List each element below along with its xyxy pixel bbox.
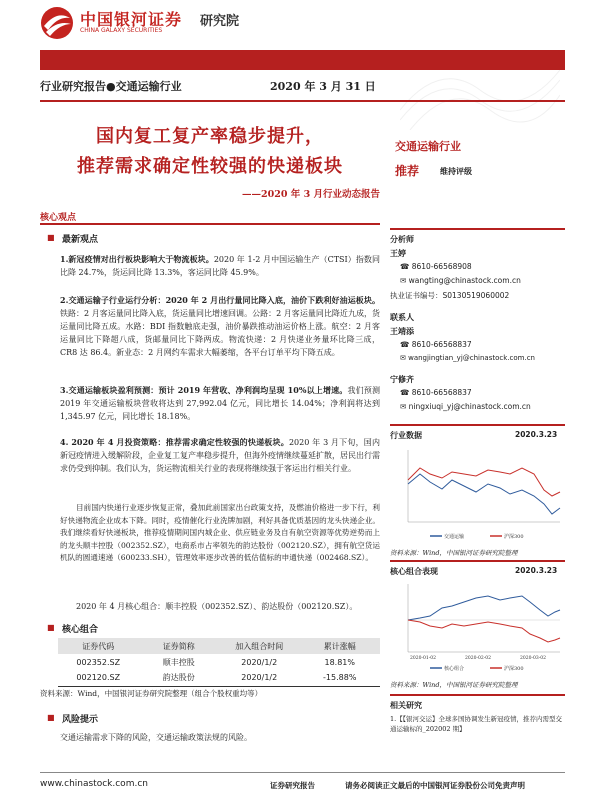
para-5-text: 目前国内快递行业逐步恢复正常，叠加此前国家出台政策支持，及燃油价格进一步下行，利好快递物流企业成本下降。同时，疫情催化行业洗牌加剧，利好具备优质基因的龙头快递企业。我们继续看好快递板块，推荐疫情期间国内城企业、供应链业务及自有航空资源等优势逆势而上的龙头顺丰控股（002352.SZ），电商系市占率领先的韵达股份（002120.SZ），拥有航空货运机队的圆通速递（600233.SH），管理效率逐步改善的低估值标的申通快递（002468.SZ）。 xyxy=(60,503,380,562)
mail-icon: ✉ xyxy=(400,354,409,362)
cell: 2020/1/2 xyxy=(241,673,278,683)
subtitle: ——2020 年 3 月行业动态报告 xyxy=(242,189,380,200)
email-value[interactable]: wangting@chinastock.com.cn xyxy=(408,276,521,285)
phone-icon: ☎ xyxy=(400,340,412,349)
legend-1: 核心组合 xyxy=(444,666,465,672)
series-hs300-line xyxy=(408,620,560,642)
title-line-2: 推荐需求确定性较强的快递板块 xyxy=(77,156,343,177)
para-4-bold: 4. 2020 年 4 月投资策略：推荐需求确定性较强的快递板块。 xyxy=(60,437,289,447)
th-return: 累计涨幅 xyxy=(323,641,356,651)
portfolio-label: 核心组合 xyxy=(62,625,99,635)
mail-icon: ✉ xyxy=(400,402,409,411)
cell: -15.88% xyxy=(323,673,357,683)
table-row xyxy=(58,670,380,686)
header-rule xyxy=(40,100,565,102)
portfolio-rule xyxy=(390,560,565,562)
contact-1-email xyxy=(400,354,535,362)
legend-1: 交通运输 xyxy=(444,534,465,540)
logo-institute: 研究院 xyxy=(200,14,240,29)
para-5 xyxy=(60,502,380,565)
rating: 推荐 xyxy=(395,164,420,178)
portfolio-heading: 核心组合表现 xyxy=(390,566,438,576)
related-rule xyxy=(390,694,565,696)
cell: 韵达股份 xyxy=(162,673,195,683)
phone-icon: ☎ xyxy=(400,262,412,271)
x-tick: 2020-01-02 xyxy=(410,656,436,661)
para-3-text: 我们预测 2019 年交通运输板块营收将达到 27,992.04 亿元，同比增长 14.04%；净利润将达到 1,345.97 亿元，同比增长 18.18%。 xyxy=(60,386,380,421)
phone-value: 8610-66568837 xyxy=(411,340,472,349)
x-tick: 2020-03-02 xyxy=(520,656,546,661)
contact-2-phone xyxy=(400,388,472,397)
th-date: 加入组合时间 xyxy=(235,641,284,651)
para-1-bold: 1.新冠疫情对出行板块影响大于物流板块。 xyxy=(60,254,214,264)
cell: 002352.SZ xyxy=(76,657,121,667)
para-2-text: 铁路：2 月客运量同比降入底，货运量同比增速回调。公路：2 月客运量同比降近九成，货运量同比降五成。水路：BDI 指数触底走强，油价暴跌推动油运价格上涨。航空：2 月客运量同比下降超八成，货邮量同比下降两成。物流快递：2 月快递业务量环比降三成，CR8 达 86.4。新业态：2 月网约车需求大幅萎缩，各平台订单平均下降五成。 xyxy=(60,309,380,357)
bullet-icon: ■ xyxy=(47,623,55,632)
table-row xyxy=(58,654,380,670)
legend-2: 沪深300 xyxy=(504,534,524,540)
analyst-phone xyxy=(400,262,472,271)
footer-disclaimer: 请务必阅读正文最后的中国银河证券股份公司免责声明 xyxy=(345,781,525,790)
cell: 2020/1/2 xyxy=(241,657,278,667)
email-value[interactable]: ningxiuqi_yj@chinastock.com.cn xyxy=(408,402,531,411)
analyst-email xyxy=(400,276,521,285)
latest-view-label: 最新观点 xyxy=(62,235,99,245)
rating-sub: 维持评级 xyxy=(440,166,472,176)
para-3-bold: 3.交通运输板块盈利预测：预计 2019 年营收、净利润均呈现 10%以上增速。 xyxy=(60,385,348,395)
chart-2-source: 资料来源：Wind，中国银河证券研究院整理 xyxy=(390,681,518,689)
th-code: 证券代码 xyxy=(82,641,115,651)
footer-url[interactable]: www.chinastock.com.cn xyxy=(40,779,148,789)
chart-1-source: 资料来源：Wind，中国银河证券研究院整理 xyxy=(390,549,518,557)
bullet-icon: ■ xyxy=(47,713,55,722)
cell: 002120.SZ xyxy=(76,673,121,683)
core-rule xyxy=(40,223,380,225)
x-tick: 2020-02-02 xyxy=(465,656,491,661)
table-header-row xyxy=(58,638,380,654)
header-pattern xyxy=(400,50,560,130)
analyst-name: 王婷 xyxy=(390,248,406,258)
para-4-text: 2020 年 3 月下旬，国内新冠疫情进入缓解阶段，企业复工复产率稳步提升，但海外疫情继续蔓延扩散，居民出行需求仍受到抑制。我们认为，货运物流相关行业的表现将继续强于客运出行相关行业。 xyxy=(60,438,380,473)
footer-rule xyxy=(40,772,565,773)
para-2 xyxy=(60,294,380,359)
logo-en: CHINA GALAXY SECURITIES xyxy=(80,27,163,34)
para-2-bold: 2.交通运输子行业运行分析：2020 年 2 月出行量同比降入底，油价下跌利好油运板块。 xyxy=(60,295,380,305)
portfolio-date: 2020.3.23 xyxy=(515,566,558,575)
para-6-text: 2020 年 4 月核心组合：顺丰控股（002352.SZ）、韵达股份（002120.SZ）。 xyxy=(76,602,358,611)
portfolio-table xyxy=(58,638,380,687)
bullet-icon: ■ xyxy=(47,233,55,242)
sidebar-industry: 交通运输行业 xyxy=(395,140,461,153)
table-source: 资料来源：Wind，中国银河证券研究院整理（组合个股权重均等） xyxy=(40,689,263,698)
contact-1-phone xyxy=(400,340,472,349)
title-line-1: 国内复工复产率稳步提升， xyxy=(96,126,324,147)
cell: 顺丰控股 xyxy=(162,657,195,667)
logo-cn: 中国银河证券 xyxy=(80,10,183,29)
data-heading: 行业数据 xyxy=(390,430,422,440)
series-portfolio-line xyxy=(408,596,560,620)
data-rule xyxy=(390,424,565,426)
para-1 xyxy=(60,253,380,279)
analyst-heading: 分析师 xyxy=(390,234,414,244)
phone-icon: ☎ xyxy=(400,388,412,397)
phone-value: 8610-66568908 xyxy=(411,262,472,271)
para-4 xyxy=(60,436,380,475)
contact-heading: 联系人 xyxy=(390,312,414,322)
contact-2-name: 宁修齐 xyxy=(390,374,414,384)
industry-chart xyxy=(390,444,565,544)
related-item[interactable]: 1.【【银河交运】全球多国协调发生新冠疫情，推荐内需型交通运输标的_202002 期】 xyxy=(390,715,562,733)
th-name: 证券简称 xyxy=(162,641,195,651)
header-date: 2020 年 3 月 31 日 xyxy=(270,80,376,93)
mail-icon: ✉ xyxy=(400,276,409,285)
risk-text: 交通运输需求下降的风险，交通运输政策法规的风险。 xyxy=(60,733,252,742)
header-category: 行业研究报告●交通运输行业 xyxy=(40,80,182,93)
legend-2: 沪深300 xyxy=(504,666,524,672)
risk-label: 风险提示 xyxy=(62,715,99,725)
footer-mid: 证券研究报告 xyxy=(270,781,315,790)
contact-2-email xyxy=(400,402,531,411)
data-date: 2020.3.23 xyxy=(515,430,558,439)
cell: 18.81% xyxy=(324,657,355,667)
para-1-text: 2020 年 1-2 月中国运输生产（CTSI）指数同比降 24.7%，货运同比降 13.3%，客运同比降 45.9%。 xyxy=(60,255,381,277)
analyst-cert: 执业证书编号：S0130519060002 xyxy=(390,291,510,300)
logo-emblem xyxy=(40,6,74,40)
para-3 xyxy=(60,384,380,423)
para-6 xyxy=(60,600,380,613)
email-value[interactable]: wangjingtian_yj@chinastock.com.cn xyxy=(408,354,535,362)
phone-value: 8610-66568837 xyxy=(411,388,472,397)
related-heading: 相关研究 xyxy=(390,700,422,710)
core-view-label: 核心观点 xyxy=(40,213,77,223)
contact-1-name: 王靖添 xyxy=(390,326,414,336)
analyst-rule xyxy=(390,228,565,230)
portfolio-chart xyxy=(390,580,565,675)
